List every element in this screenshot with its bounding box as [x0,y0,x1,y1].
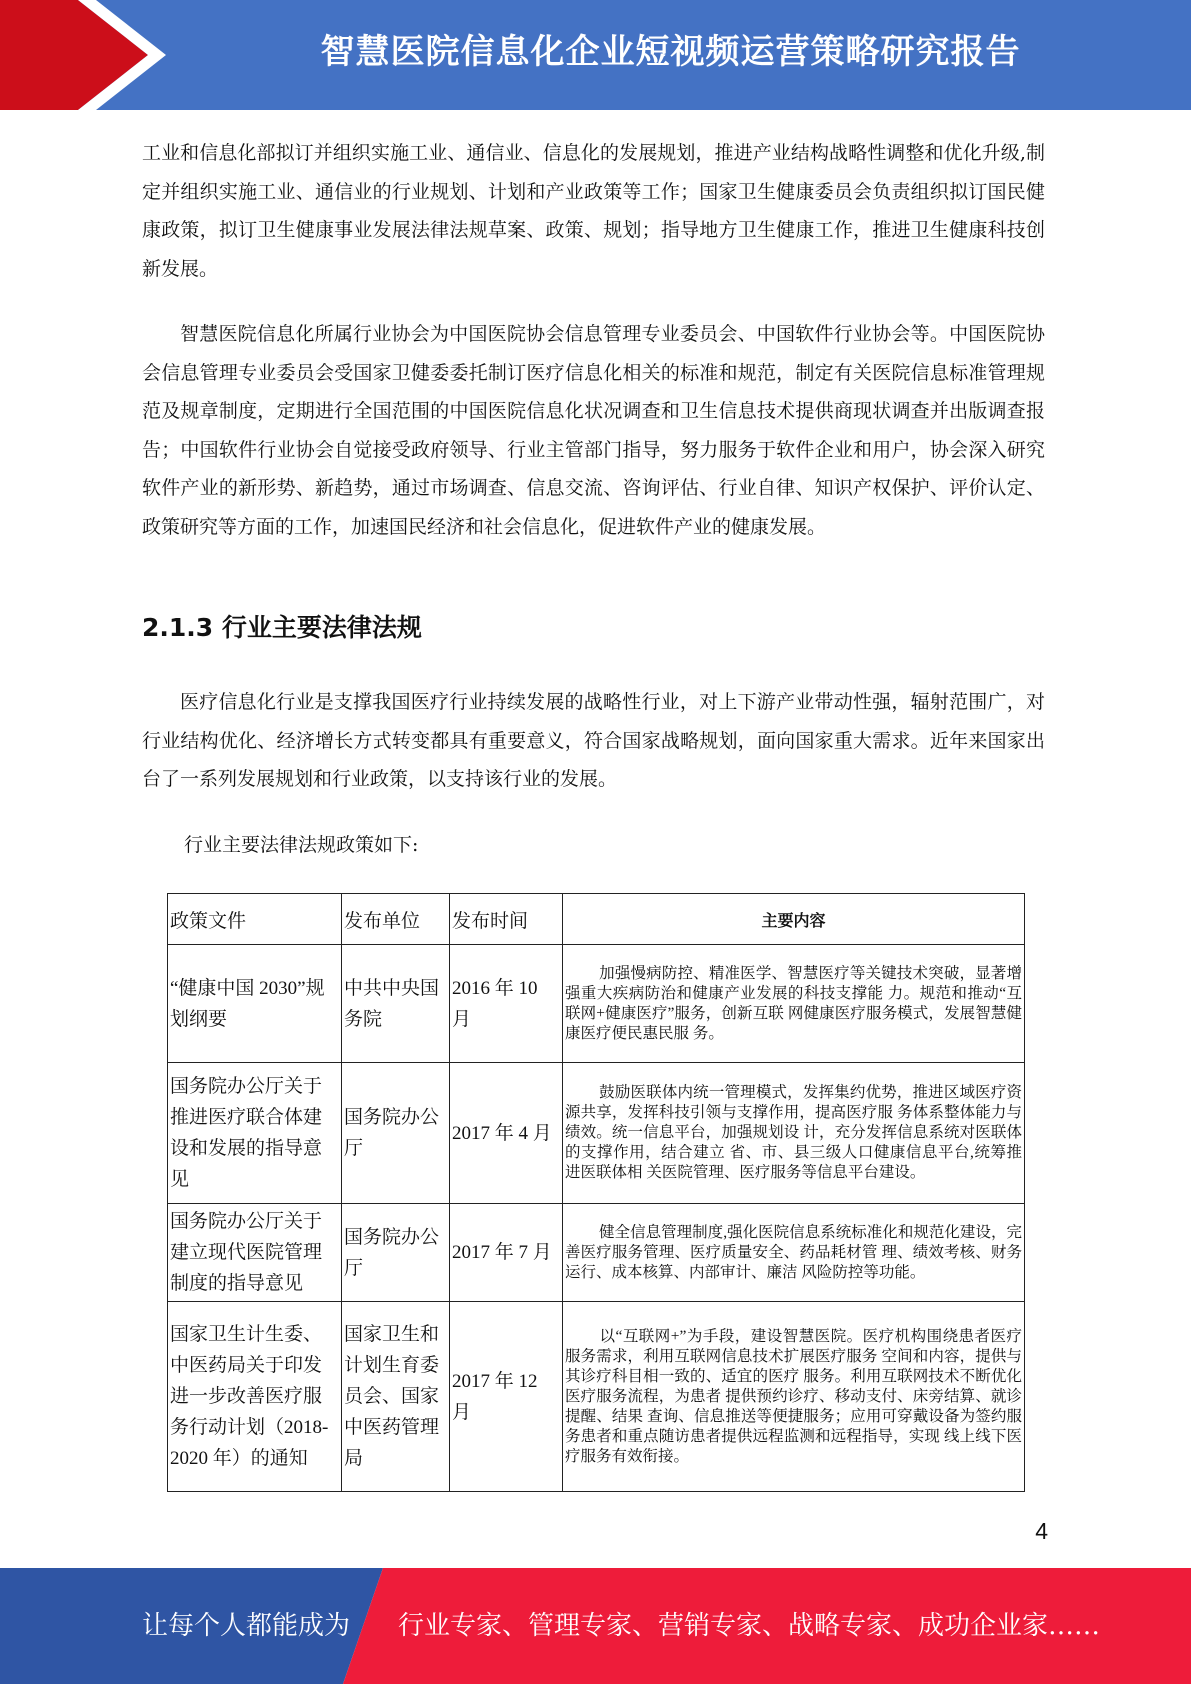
cell-document: 国务院办公厅关于建立现代医院管理制度的指导意见 [168,1204,342,1302]
header-title: 智慧医院信息化企业短视频运营策略研究报告 [320,32,1021,72]
page-number: 4 [1035,1518,1048,1544]
cell-date: 2017 年 12 月 [450,1302,563,1492]
cell-content-text: 鼓励医联体内统一管理模式，发挥集约优势，推进区域医疗资源共享，发挥科技引领与支撑作用，提高医疗服 务体系整体能力与绩效。统一信息平台，加强规划设 计，充分发挥信息系统对医联体的支撑作用，结合建立 省、市、县三级人口健康信息平台,统筹推进医联体相 关医院管理、医疗服务等信息平台建设。 [565,1084,1022,1181]
cell-issuer: 中共中央国务院 [342,945,450,1063]
header-cell-issuer: 发布单位 [342,894,450,945]
table-intro: 行业主要法律法规政策如下: [184,834,419,856]
table-row [168,1063,1025,1204]
cell-content-text: 加强慢病防控、精准医学、智慧医疗等关键技术突破，显著增强重大疾病防治和健康产业发展的科技支撑能 力。规范和推动“互联网+健康医疗”服务，创新互联 网健康医疗服务模式，发展智慧健康医疗便民惠民服 务。 [565,964,1022,1042]
section-heading: 2.1.3 行业主要法律法规 [142,613,422,642]
table-row [168,945,1025,1063]
table-header-row [168,894,1025,945]
paragraph-associations: 智慧医院信息化所属行业协会为中国医院协会信息管理专业委员会、中国软件行业协会等。中国医院协会信息管理专业委员会受国家卫健委委托制订医疗信息化相关的标准和规范，制定有关医院信息标准管理规范及规章制度，定期进行全国范围的中国医院信息化状况调查和卫生信息技术提供商现状调查并出版调查报告；中国软件行业协会自觉接受政府领导、行业主管部门指导，努力服务于软件企业和用户，协会深入研究软件产业的新形势、新趋势，通过市场调查、信息交流、咨询评估、行业自律、知识产权保护、评价认定、政策研究等方面的工作，加速国民经济和社会信息化，促进软件产业的健康发展。 [142,323,1045,538]
cell-issuer: 国家卫生和计划生育委员会、国家中医药管理局 [342,1302,450,1492]
page-footer [0,1568,1191,1684]
cell-content-text: 健全信息管理制度,强化医院信息系统标准化和规范化建设，完善医疗服务管理、医疗质量安全、药品耗材管 理、绩效考核、财务运行、成本核算、内部审计、廉洁 风险防控等功能。 [565,1223,1022,1281]
header-cell-content: 主要内容 [563,894,1025,945]
cell-issuer: 国务院办公厅 [342,1204,450,1302]
cell-content [563,945,1025,1063]
page-header [0,0,1191,110]
paragraph-ministry: 工业和信息化部拟订并组织实施工业、通信业、信息化的发展规划，推进产业结构战略性调整和优化升级,制定并组织实施工业、通信业的行业规划、计划和产业政策等工作；国家卫生健康委员会负责组织拟订国民健康政策，拟订卫生健康事业发展法律法规草案、政策、规划；指导地方卫生健康工作，推进卫生健康科技创新发展。 [142,142,1045,280]
table-row [168,1302,1025,1492]
cell-document: 国务院办公厅关于推进医疗联合体建设和发展的指导意见 [168,1063,342,1204]
cell-document: 国家卫生计生委、中医药局关于印发进一步改善医疗服务行动计划（2018-2020 年）的通知 [168,1302,342,1492]
footer-left-text: 让每个人都能成为 [142,1611,351,1641]
table-row [168,1204,1025,1302]
cell-date: 2017 年 4 月 [450,1063,563,1204]
header-cell-date: 发布时间 [450,894,563,945]
cell-content [563,1063,1025,1204]
cell-content [563,1302,1025,1492]
cell-content [563,1204,1025,1302]
footer-right-text: 行业专家、管理专家、营销专家、战略专家、成功企业家…… [398,1611,1101,1641]
cell-date: 2017 年 7 月 [450,1204,563,1302]
paragraph-industry-intro: 医疗信息化行业是支撑我国医疗行业持续发展的战略性行业，对上下游产业带动性强，辐射范围广，对行业结构优化、经济增长方式转变都具有重要意义，符合国家战略规划，面向国家重大需求。近年来国家出台了一系列发展规划和行业政策，以支持该行业的发展。 [142,691,1045,790]
cell-issuer: 国务院办公厅 [342,1063,450,1204]
cell-date: 2016 年 10 月 [450,945,563,1063]
header-cell-document: 政策文件 [168,894,342,945]
cell-content-text: 以“互联网+”为手段，建设智慧医院。医疗机构围绕患者医疗服务需求，利用互联网信息技术扩展医疗服务 空间和内容，提供与其诊疗科目相一致的、适宜的医疗 服务。利用互联网技术不断优化医疗服务流程，为患者 提供预约诊疗、移动支付、床旁结算、就诊提醒、结果 查询、信息推送等便捷服务；应用可穿戴设备为签约服 务患者和重点随访患者提供远程监测和远程指导，实现 线上线下医疗服务有效衔接。 [565,1327,1022,1465]
policy-table [167,893,1025,1492]
cell-document: “健康中国 2030”规划纲要 [168,945,342,1063]
